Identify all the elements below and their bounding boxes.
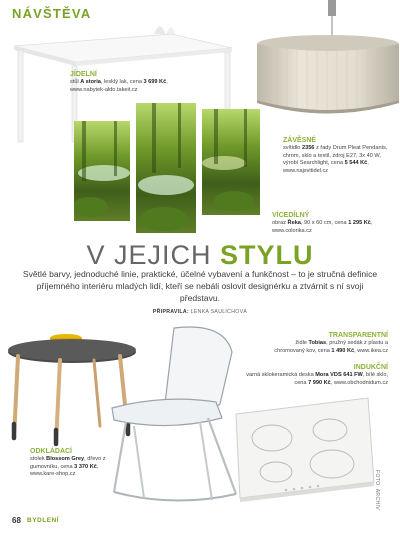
section-title: NÁVŠTĚVA xyxy=(12,6,92,21)
author-credit: PŘIPRAVILA: LENKA SAULICHOVÁ xyxy=(152,309,248,315)
painting-triptych-image xyxy=(74,103,268,233)
caption-painting: VÍCEDÍLNÝ obraz Řeka, 90 x 60 cm, cena 1 295 Kč, www.colorika.cz xyxy=(272,212,373,234)
pendant-lamp-image xyxy=(252,0,400,130)
caption-pendant-lamp: ZÁVĚSNÉ svítidlo 2356 z řady Drum Pleat Pendants, chrom, sklo a textil, zdroj E27, 3x 40 W, výrobí Searchlight, cena 5 544 Kč, www.najsvitidel.cz xyxy=(283,137,388,174)
article-lead: Světlé barvy, jednoduché linie, praktické, účelné vybavení a funkčnost – to je stručná definice příjemného interiéru mladých lidí, kteří se nebáli oslovit designérku a ztvárnit s ní svoji představu. xyxy=(22,269,378,304)
caption-side-table: ODKLÁDACÍ stolek Blossom Grey, dřevo z gumovníku, cena 3 370 Kč, www.kare-shop.cz xyxy=(30,448,106,478)
page-number: 68 xyxy=(12,516,21,525)
article-headline: V JEJICH STYLU xyxy=(86,240,314,270)
induction-cooktop-image xyxy=(228,394,376,504)
magazine-name: BYDLENÍ xyxy=(27,517,60,524)
caption-cooktop: INDUKČNÍ varná sklokeramická deska Mora VDS 641 FW, bílé sklo, cena 7 990 Kč, www.obchodnidum.cz xyxy=(246,364,388,386)
photo-credit: FOTO: ARCHIV xyxy=(374,470,380,510)
caption-dining-table: JÍDELNÍ stůl A storia, lesklý lak, cena 3 699 Kč, www.nabytek-aldo.takeit.cz xyxy=(70,71,168,93)
caption-chair: TRANSPARENTNÍ židle Tobias, pružný sedák z plastu a chromovaný kov, cena 1 490 Kč, www.ikea.cz xyxy=(274,332,388,354)
